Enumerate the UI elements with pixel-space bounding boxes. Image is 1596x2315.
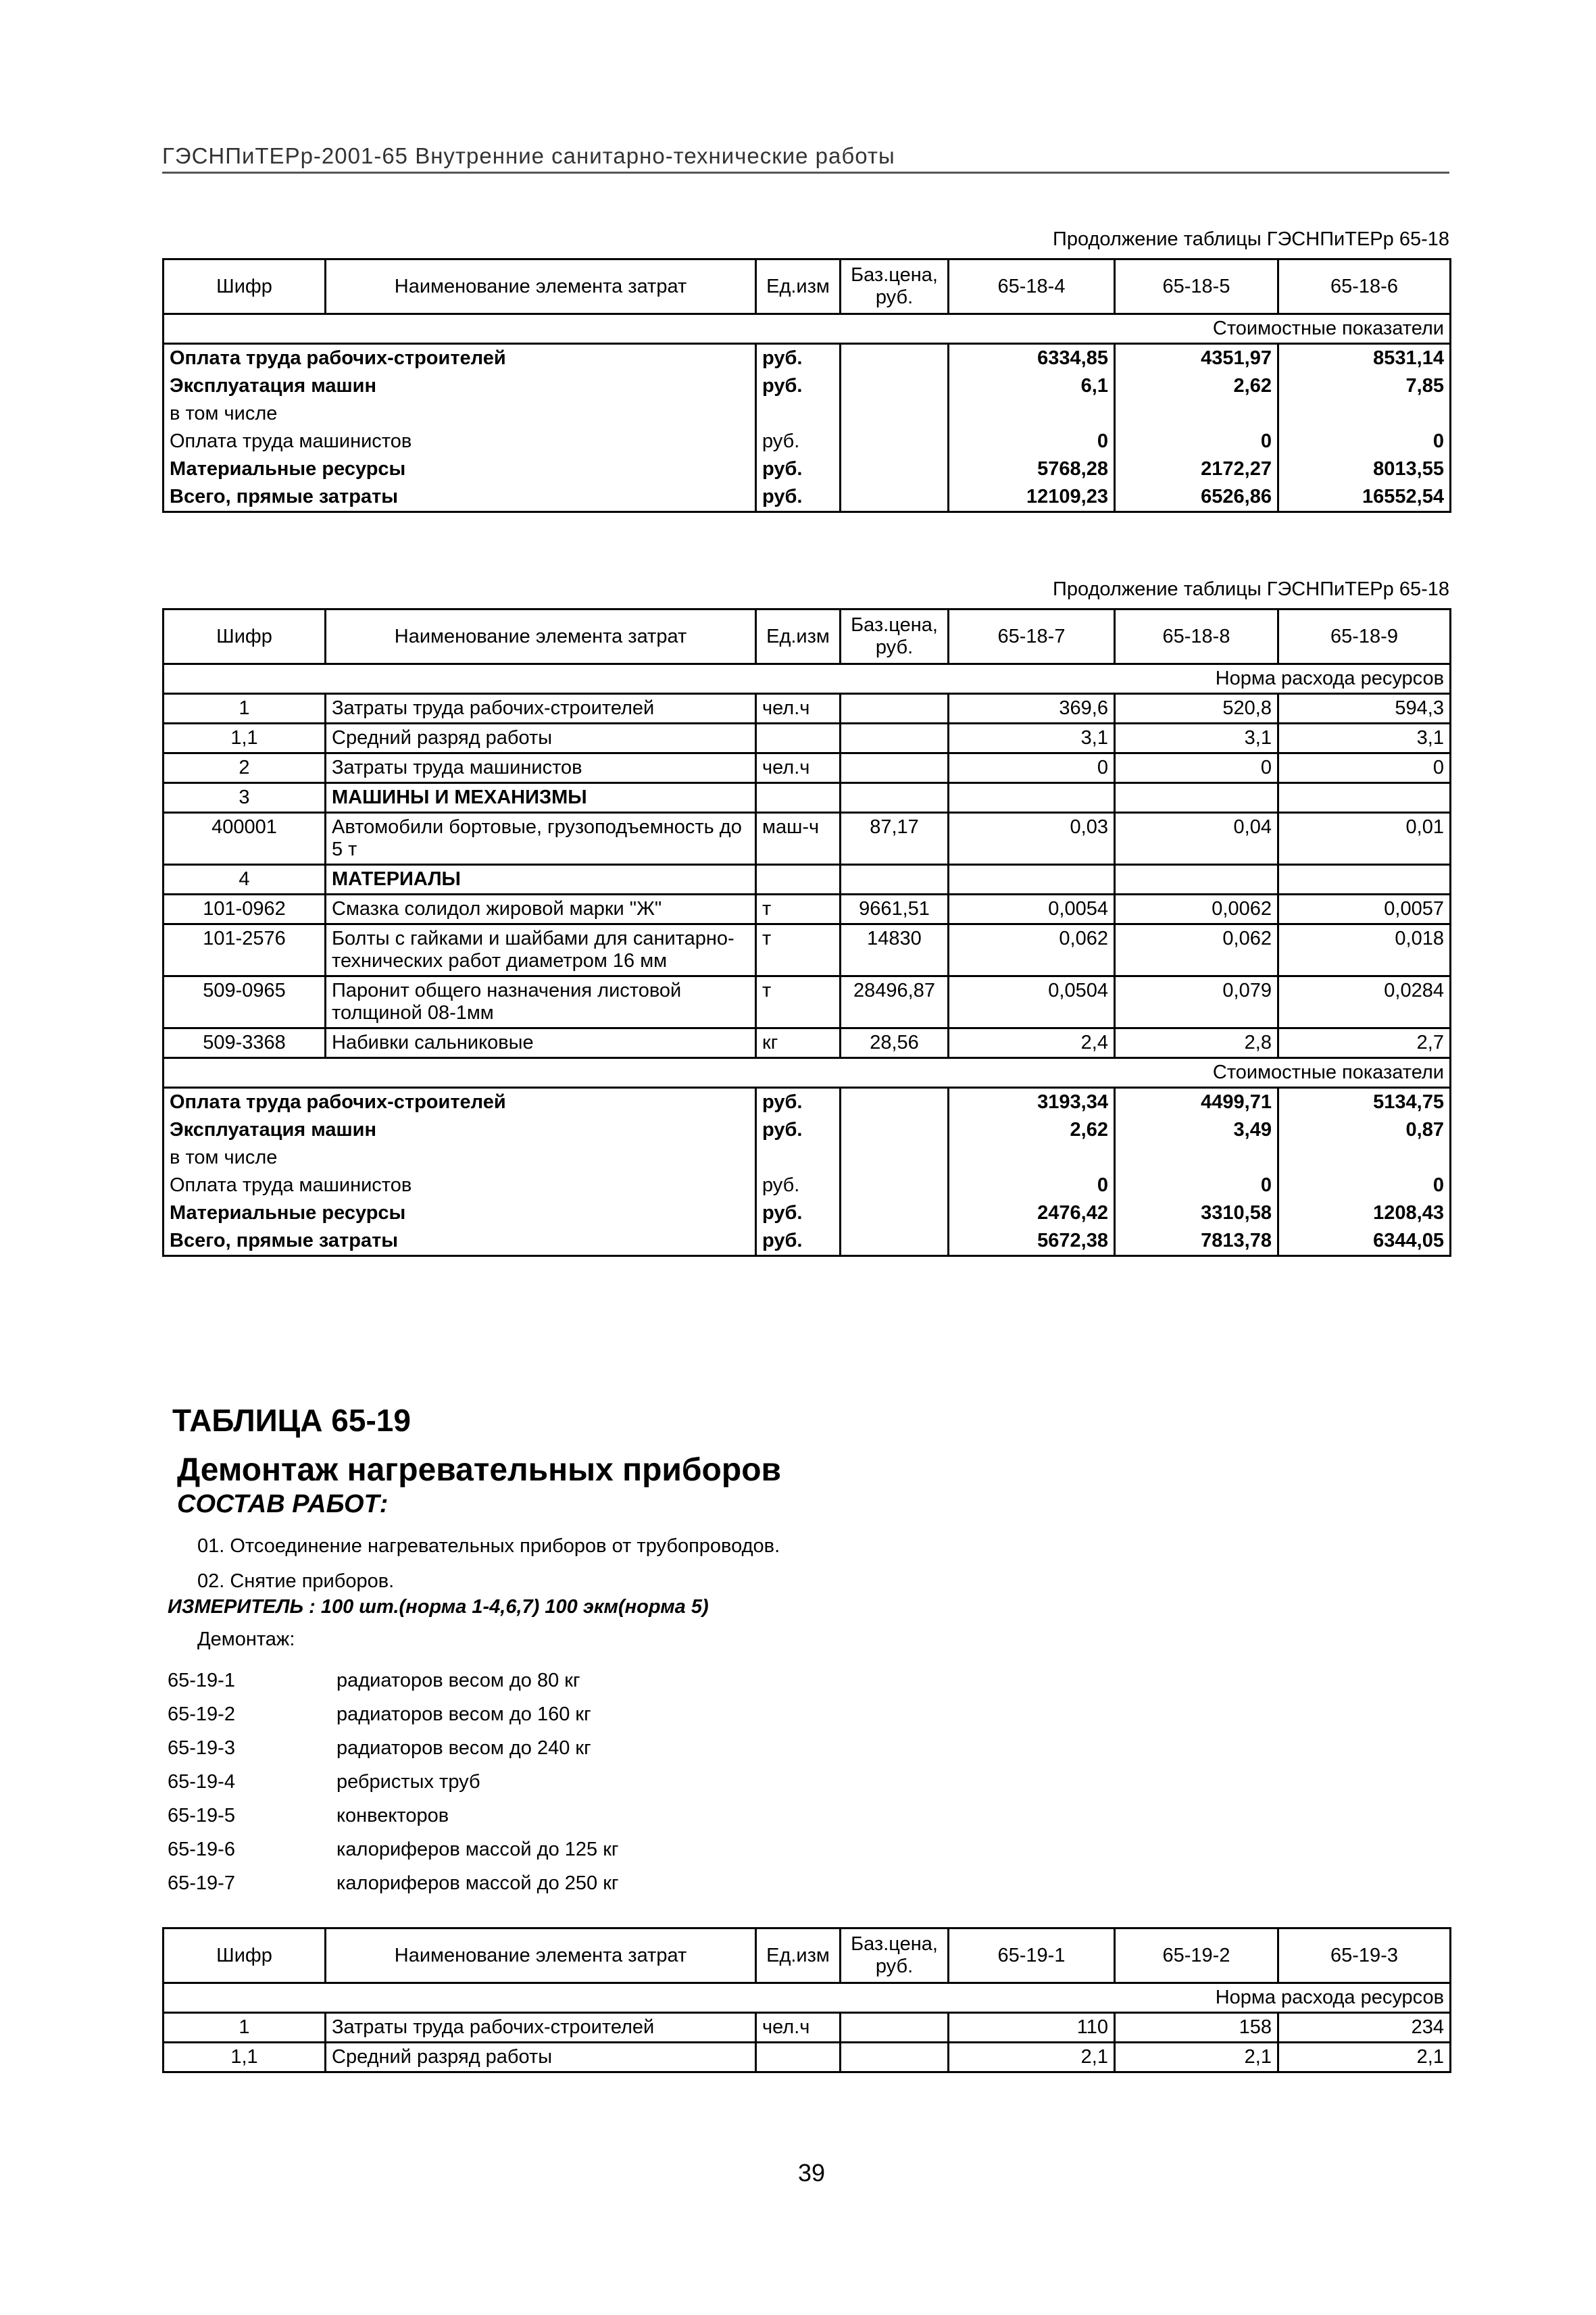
- norm-code: 65-19-3: [168, 1737, 235, 1759]
- row-price: [841, 400, 949, 428]
- row-name: Паронит общего назначения листовой толщиной 08-1мм: [326, 976, 756, 1028]
- row-unit: [756, 724, 841, 753]
- row-unit: т: [756, 895, 841, 924]
- row-unit: руб.: [756, 1088, 841, 1117]
- row-value-1: 5768,28: [949, 455, 1115, 483]
- measure-line: ИЗМЕРИТЕЛЬ : 100 шт.(норма 1-4,6,7) 100 экм(норма 5): [168, 1596, 709, 1618]
- row-name: Затраты труда рабочих-строителей: [326, 694, 756, 724]
- row-value-3: 6344,05: [1278, 1227, 1451, 1256]
- row-value-3: 0,01: [1278, 813, 1451, 865]
- col-norm-3: 65-19-3: [1278, 1928, 1451, 1983]
- row-value-1: [949, 400, 1115, 428]
- row-value-3: [1278, 865, 1451, 895]
- col-price: Баз.цена, руб.: [841, 1928, 949, 1983]
- row-value-1: 6,1: [949, 372, 1115, 400]
- col-price: Баз.цена, руб.: [841, 259, 949, 314]
- row-name: Средний разряд работы: [326, 2043, 756, 2072]
- work-item: 02. Снятие приборов.: [197, 1570, 395, 1592]
- row-value-1: [949, 1144, 1115, 1172]
- row-value-2: 0,04: [1115, 813, 1278, 865]
- table-header-row: [164, 609, 1451, 664]
- row-name: Оплата труда рабочих-строителей: [164, 344, 756, 373]
- row-price: [841, 1088, 949, 1117]
- row-unit: руб.: [756, 1116, 841, 1144]
- row-value-3: 2,1: [1278, 2043, 1451, 2072]
- col-norm-1: 65-18-7: [949, 609, 1115, 664]
- norm-code: 65-19-4: [168, 1771, 235, 1793]
- row-name: в том числе: [164, 400, 756, 428]
- row-value-1: 2,1: [949, 2043, 1115, 2072]
- table-row: [164, 1199, 1451, 1227]
- row-unit: т: [756, 976, 841, 1028]
- table-header-row: [164, 1928, 1451, 1983]
- row-value-1: 0: [949, 1172, 1115, 1199]
- row-code: 3: [164, 783, 326, 813]
- row-name: МАШИНЫ И МЕХАНИЗМЫ: [326, 783, 756, 813]
- row-price: [841, 344, 949, 373]
- row-value-2: 0: [1115, 428, 1278, 455]
- row-value-2: [1115, 400, 1278, 428]
- col-code: Шифр: [164, 1928, 326, 1983]
- row-value-3: 0,0057: [1278, 895, 1451, 924]
- row-price: 87,17: [841, 813, 949, 865]
- row-name: Материальные ресурсы: [164, 1199, 756, 1227]
- table-row: [164, 2013, 1451, 2043]
- row-code: 1,1: [164, 2043, 326, 2072]
- row-value-1: 0: [949, 753, 1115, 783]
- row-price: [841, 753, 949, 783]
- row-unit: [756, 783, 841, 813]
- norm-code: 65-19-6: [168, 1839, 235, 1860]
- norm-description: калориферов массой до 250 кг: [336, 1872, 619, 1894]
- table-row: [164, 1088, 1451, 1117]
- col-norm-2: 65-18-8: [1115, 609, 1278, 664]
- row-value-2: 4351,97: [1115, 344, 1278, 373]
- row-name: МАТЕРИАЛЫ: [326, 865, 756, 895]
- row-value-1: 0,062: [949, 924, 1115, 976]
- row-price: [841, 483, 949, 512]
- row-unit: [756, 2043, 841, 2072]
- row-name: Болты с гайками и шайбами для санитарно-технических работ диаметром 16 мм: [326, 924, 756, 976]
- table-row: [164, 783, 1451, 813]
- row-value-1: 2,4: [949, 1028, 1115, 1058]
- row-value-2: 2,1: [1115, 2043, 1278, 2072]
- running-header: ГЭСНПиТЕРр-2001-65 Внутренние санитарно-технические работы: [162, 143, 1449, 174]
- row-value-1: 2,62: [949, 1116, 1115, 1144]
- row-price: [841, 1116, 949, 1144]
- row-value-2: 6526,86: [1115, 483, 1278, 512]
- norm-code: 65-19-2: [168, 1703, 235, 1725]
- row-value-2: 0: [1115, 1172, 1278, 1199]
- row-value-2: 2,8: [1115, 1028, 1278, 1058]
- row-price: 14830: [841, 924, 949, 976]
- col-norm-2: 65-19-2: [1115, 1928, 1278, 1983]
- row-name: Оплата труда машинистов: [164, 1172, 756, 1199]
- col-code: Шифр: [164, 609, 326, 664]
- row-name: Оплата труда рабочих-строителей: [164, 1088, 756, 1117]
- row-value-2: 2,62: [1115, 372, 1278, 400]
- row-value-3: 594,3: [1278, 694, 1451, 724]
- row-value-1: 3,1: [949, 724, 1115, 753]
- row-value-2: [1115, 865, 1278, 895]
- table-row: [164, 895, 1451, 924]
- section-row: Норма расхода ресурсов: [164, 1983, 1451, 2013]
- section-row: Стоимостные показатели: [164, 1058, 1451, 1088]
- row-code: 1: [164, 694, 326, 724]
- row-value-3: 0,0284: [1278, 976, 1451, 1028]
- section-row: Стоимостные показатели: [164, 314, 1451, 344]
- col-code: Шифр: [164, 259, 326, 314]
- row-value-1: [949, 783, 1115, 813]
- table-row: [164, 400, 1451, 428]
- row-unit: руб.: [756, 1199, 841, 1227]
- row-name: Средний разряд работы: [326, 724, 756, 753]
- row-price: [841, 1227, 949, 1256]
- row-value-2: 0,062: [1115, 924, 1278, 976]
- row-unit: чел.ч: [756, 753, 841, 783]
- row-unit: т: [756, 924, 841, 976]
- section-title: Демонтаж нагревательных приборов: [177, 1452, 782, 1488]
- row-value-3: 8531,14: [1278, 344, 1451, 373]
- row-price: [841, 2043, 949, 2072]
- norm-description: радиаторов весом до 160 кг: [336, 1703, 591, 1725]
- col-norm-2: 65-18-5: [1115, 259, 1278, 314]
- table-row: [164, 483, 1451, 512]
- row-value-2: 3,49: [1115, 1116, 1278, 1144]
- row-value-3: 0: [1278, 428, 1451, 455]
- section-row: Норма расхода ресурсов: [164, 664, 1451, 694]
- table-row: [164, 865, 1451, 895]
- row-value-2: 0,079: [1115, 976, 1278, 1028]
- row-value-3: [1278, 400, 1451, 428]
- works-title: СОСТАВ РАБОТ:: [177, 1490, 389, 1518]
- row-value-2: [1115, 1144, 1278, 1172]
- row-name: Затраты труда рабочих-строителей: [326, 2013, 756, 2043]
- norm-description: радиаторов весом до 80 кг: [336, 1670, 580, 1691]
- table-row: [164, 724, 1451, 753]
- row-price: 28496,87: [841, 976, 949, 1028]
- row-value-1: 12109,23: [949, 483, 1115, 512]
- row-name: Эксплуатация машин: [164, 1116, 756, 1144]
- table-row: [164, 1116, 1451, 1144]
- row-price: [841, 1172, 949, 1199]
- row-value-2: 4499,71: [1115, 1088, 1278, 1117]
- table-row: [164, 1227, 1451, 1256]
- row-value-3: 8013,55: [1278, 455, 1451, 483]
- row-unit: чел.ч: [756, 2013, 841, 2043]
- row-value-3: 3,1: [1278, 724, 1451, 753]
- row-code: 101-2576: [164, 924, 326, 976]
- table-row: [164, 976, 1451, 1028]
- row-name: Материальные ресурсы: [164, 455, 756, 483]
- row-value-1: 110: [949, 2013, 1115, 2043]
- row-value-3: 16552,54: [1278, 483, 1451, 512]
- col-unit: Ед.изм: [756, 259, 841, 314]
- row-name: Эксплуатация машин: [164, 372, 756, 400]
- row-value-1: 2476,42: [949, 1199, 1115, 1227]
- row-name: в том числе: [164, 1144, 756, 1172]
- row-price: [841, 783, 949, 813]
- norm-code: 65-19-1: [168, 1670, 235, 1691]
- row-unit: руб.: [756, 1227, 841, 1256]
- col-norm-1: 65-19-1: [949, 1928, 1115, 1983]
- row-code: 509-3368: [164, 1028, 326, 1058]
- row-price: [841, 694, 949, 724]
- row-value-1: 369,6: [949, 694, 1115, 724]
- norm-code-item: [168, 1697, 618, 1731]
- row-price: [841, 2013, 949, 2043]
- row-value-3: [1278, 783, 1451, 813]
- table-row: [164, 372, 1451, 400]
- row-price: [841, 372, 949, 400]
- col-price: Баз.цена, руб.: [841, 609, 949, 664]
- row-unit: руб.: [756, 372, 841, 400]
- row-name: Всего, прямые затраты: [164, 483, 756, 512]
- norm-description: калориферов массой до 125 кг: [336, 1839, 619, 1860]
- row-code: 2: [164, 753, 326, 783]
- row-value-2: [1115, 783, 1278, 813]
- row-value-2: 3310,58: [1115, 1199, 1278, 1227]
- norm-description: ребристых труб: [336, 1771, 480, 1793]
- norm-code-item: [168, 1664, 618, 1697]
- row-value-1: 0,0054: [949, 895, 1115, 924]
- row-value-2: 520,8: [1115, 694, 1278, 724]
- norm-code-item: [168, 1833, 618, 1866]
- row-price: [841, 724, 949, 753]
- table-header-row: [164, 259, 1451, 314]
- table-row: [164, 1144, 1451, 1172]
- row-value-3: 1208,43: [1278, 1199, 1451, 1227]
- norm-code-item: [168, 1799, 618, 1833]
- norm-description: конвекторов: [336, 1805, 449, 1826]
- row-code: 1,1: [164, 724, 326, 753]
- row-value-1: [949, 865, 1115, 895]
- row-value-2: 0: [1115, 753, 1278, 783]
- row-value-2: 0,0062: [1115, 895, 1278, 924]
- row-code: 509-0965: [164, 976, 326, 1028]
- demontage-label: Демонтаж:: [197, 1628, 295, 1650]
- col-name: Наименование элемента затрат: [326, 1928, 756, 1983]
- row-price: [841, 865, 949, 895]
- norm-code: 65-19-5: [168, 1805, 235, 1826]
- row-unit: маш-ч: [756, 813, 841, 865]
- norm-code-item: [168, 1765, 618, 1799]
- table-row: [164, 455, 1451, 483]
- row-value-3: 5134,75: [1278, 1088, 1451, 1117]
- row-value-3: 2,7: [1278, 1028, 1451, 1058]
- norm-code: 65-19-7: [168, 1872, 235, 1894]
- resource-table-65-18-7-9: [162, 608, 1451, 1257]
- row-value-1: 3193,34: [949, 1088, 1115, 1117]
- row-value-1: 0,03: [949, 813, 1115, 865]
- work-item: 01. Отсоединение нагревательных приборов от трубопроводов.: [197, 1535, 780, 1557]
- row-unit: руб.: [756, 455, 841, 483]
- row-value-2: 158: [1115, 2013, 1278, 2043]
- norm-code-item: [168, 1866, 618, 1900]
- row-value-3: 0,87: [1278, 1116, 1451, 1144]
- row-unit: чел.ч: [756, 694, 841, 724]
- col-norm-3: 65-18-6: [1278, 259, 1451, 314]
- table-row: [164, 1172, 1451, 1199]
- row-value-1: 0,0504: [949, 976, 1115, 1028]
- row-unit: руб.: [756, 483, 841, 512]
- table-continuation-label: Продолжение таблицы ГЭСНПиТЕРр 65-18: [1053, 578, 1449, 600]
- norm-code-item: [168, 1731, 618, 1765]
- table-row: [164, 924, 1451, 976]
- table-row: [164, 694, 1451, 724]
- row-unit: [756, 1144, 841, 1172]
- row-value-3: 0,018: [1278, 924, 1451, 976]
- row-value-3: 7,85: [1278, 372, 1451, 400]
- row-price: [841, 455, 949, 483]
- row-price: [841, 1199, 949, 1227]
- row-value-2: 7813,78: [1115, 1227, 1278, 1256]
- col-norm-1: 65-18-4: [949, 259, 1115, 314]
- row-code: 4: [164, 865, 326, 895]
- row-value-3: 0: [1278, 1172, 1451, 1199]
- table-row: [164, 428, 1451, 455]
- table-row: [164, 2043, 1451, 2072]
- row-unit: [756, 400, 841, 428]
- row-value-3: [1278, 1144, 1451, 1172]
- row-name: Смазка солидол жировой марки "Ж": [326, 895, 756, 924]
- row-value-1: 6334,85: [949, 344, 1115, 373]
- row-name: Автомобили бортовые, грузоподъемность до 5 т: [326, 813, 756, 865]
- row-value-1: 0: [949, 428, 1115, 455]
- col-norm-3: 65-18-9: [1278, 609, 1451, 664]
- cost-table-65-18-4-6: [162, 258, 1451, 513]
- row-code: 400001: [164, 813, 326, 865]
- table-title: ТАБЛИЦА 65-19: [172, 1403, 411, 1438]
- row-value-1: 5672,38: [949, 1227, 1115, 1256]
- row-unit: руб.: [756, 428, 841, 455]
- row-value-3: 0: [1278, 753, 1451, 783]
- row-price: [841, 1144, 949, 1172]
- table-continuation-label: Продолжение таблицы ГЭСНПиТЕРр 65-18: [1053, 228, 1449, 250]
- row-code: 1: [164, 2013, 326, 2043]
- table-row: [164, 1028, 1451, 1058]
- row-price: 28,56: [841, 1028, 949, 1058]
- row-unit: кг: [756, 1028, 841, 1058]
- row-value-3: 234: [1278, 2013, 1451, 2043]
- resource-table-65-19-1-3: [162, 1927, 1451, 2073]
- page-number: 39: [798, 2159, 826, 2187]
- row-price: [841, 428, 949, 455]
- row-name: Набивки сальниковые: [326, 1028, 756, 1058]
- table-row: [164, 813, 1451, 865]
- col-name: Наименование элемента затрат: [326, 259, 756, 314]
- table-row: [164, 753, 1451, 783]
- table-row: [164, 344, 1451, 373]
- works-list: [197, 1528, 780, 1599]
- norm-description: радиаторов весом до 240 кг: [336, 1737, 591, 1759]
- row-name: Всего, прямые затраты: [164, 1227, 756, 1256]
- row-unit: руб.: [756, 344, 841, 373]
- row-value-2: 3,1: [1115, 724, 1278, 753]
- row-unit: руб.: [756, 1172, 841, 1199]
- row-code: 101-0962: [164, 895, 326, 924]
- row-value-2: 2172,27: [1115, 455, 1278, 483]
- norm-codes-list: [168, 1664, 618, 1900]
- col-unit: Ед.изм: [756, 609, 841, 664]
- row-unit: [756, 865, 841, 895]
- col-unit: Ед.изм: [756, 1928, 841, 1983]
- row-price: 9661,51: [841, 895, 949, 924]
- row-name: Оплата труда машинистов: [164, 428, 756, 455]
- col-name: Наименование элемента затрат: [326, 609, 756, 664]
- row-name: Затраты труда машинистов: [326, 753, 756, 783]
